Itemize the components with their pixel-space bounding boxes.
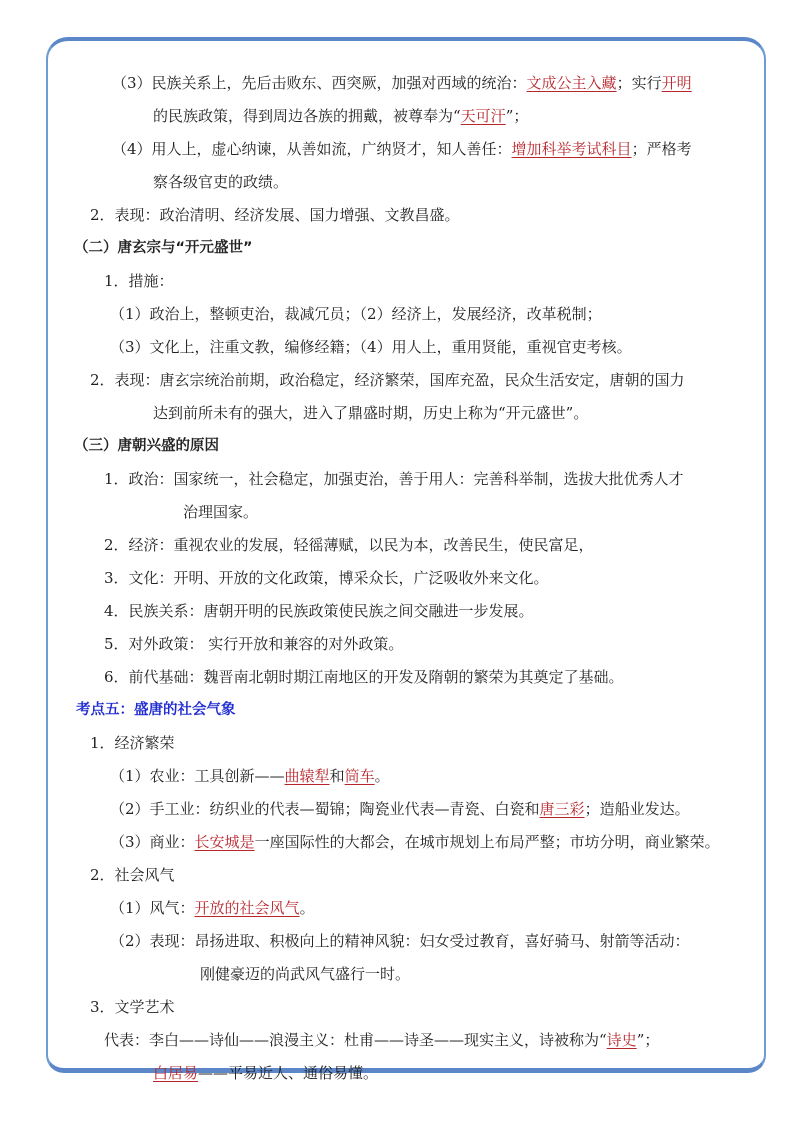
section-heading xyxy=(76,700,236,720)
text-span: 一座国际性的大都会，在城市规划上布局严整；市坊分明，商业繁荣。 xyxy=(254,833,720,851)
text-span: 治理国家。 xyxy=(183,503,259,521)
text-line xyxy=(153,1063,378,1083)
text-span: 。 xyxy=(299,899,315,917)
text-line xyxy=(110,304,602,324)
text-span: 刚健豪迈的尚武风气盛行一时。 xyxy=(200,965,411,983)
section-heading xyxy=(74,238,253,258)
underlined-keyword: 曲辕犁 xyxy=(284,767,330,785)
text-line xyxy=(153,403,588,423)
underlined-keyword: 筒车 xyxy=(344,767,375,785)
underlined-keyword: 开放的社会风气 xyxy=(194,899,300,917)
text-span: 1．经济繁荣 xyxy=(90,734,175,752)
text-span: 1．政治：国家统一，社会稳定，加强吏治，善于用人：完善科举制，选拔大批优秀人才 xyxy=(104,470,684,488)
underlined-keyword: 唐三彩 xyxy=(539,800,585,818)
text-span: （二）唐玄宗与“开元盛世” xyxy=(74,240,253,256)
text-line xyxy=(90,733,175,753)
text-line xyxy=(104,634,403,654)
text-line xyxy=(110,898,315,918)
underlined-keyword: 开明 xyxy=(661,74,692,92)
text-span: 考点五：盛唐的社会气象 xyxy=(76,702,236,718)
underlined-keyword: 增加科举考试科目 xyxy=(511,140,632,158)
text-span: （2）手工业：纺织业的代表—蜀锦；陶瓷业代表—青瓷、白瓷和 xyxy=(110,800,540,818)
text-line xyxy=(90,205,460,225)
text-span: ”； xyxy=(636,1031,660,1049)
text-line xyxy=(104,271,174,291)
text-span: 1．措施： xyxy=(104,272,174,290)
section-heading xyxy=(74,436,219,456)
text-line xyxy=(110,832,720,852)
text-span: 6．前代基础：魏晋南北朝时期江南地区的开发及隋朝的繁荣为其奠定了基础。 xyxy=(104,668,624,686)
text-span: 达到前所未有的强大，进入了鼎盛时期，历史上称为“开元盛世”。 xyxy=(153,404,589,422)
text-line xyxy=(90,370,685,390)
text-line xyxy=(153,172,288,192)
text-line xyxy=(90,865,175,885)
text-span: 的民族政策，得到周边各族的拥戴，被尊奉为“ xyxy=(153,107,461,125)
text-span: ；实行 xyxy=(616,74,662,92)
underlined-keyword: 长安城是 xyxy=(194,833,255,851)
text-span: 察各级官吏的政绩。 xyxy=(153,173,289,191)
text-span: 2．经济：重视农业的发展，轻徭薄赋，以民为本，改善民生，使民富足， xyxy=(104,536,594,554)
underlined-keyword: 文成公主入藏 xyxy=(526,74,617,92)
text-span: （3）民族关系上，先后击败东、西突厥，加强对西域的统治： xyxy=(112,74,527,92)
text-span: （4）用人上，虚心纳谏，从善如流，广纳贤才，知人善任： xyxy=(112,140,512,158)
text-span: 2．表现：唐玄宗统治前期，政治稳定，经济繁荣，国库充盈，民众生活安定，唐朝的国力 xyxy=(90,371,685,389)
text-line xyxy=(104,469,684,489)
text-line xyxy=(104,568,549,588)
text-span: 3．文化：开明、开放的文化政策，博采众长，广泛吸收外来文化。 xyxy=(104,569,549,587)
text-span: 5．对外政策： 实行开放和兼容的对外政策。 xyxy=(104,635,404,653)
text-span: 。 xyxy=(374,767,390,785)
text-span: ”； xyxy=(505,107,529,125)
text-span: 3．文学艺术 xyxy=(90,998,175,1016)
text-line xyxy=(110,766,390,786)
text-line xyxy=(104,601,534,621)
text-span: （1）农业：工具创新—— xyxy=(110,767,285,785)
text-line xyxy=(112,139,692,159)
text-line xyxy=(183,502,258,522)
text-span: 和 xyxy=(329,767,345,785)
text-line xyxy=(110,931,690,951)
underlined-keyword: 天可汗 xyxy=(460,107,506,125)
text-span: 2．表现：政治清明、经济发展、国力增强、文教昌盛。 xyxy=(90,206,460,224)
text-line xyxy=(110,799,690,819)
text-line xyxy=(110,337,632,357)
text-span: ；造船业发达。 xyxy=(584,800,690,818)
text-span: （1）政治上，整顿吏治，裁减冗员；（2）经济上，发展经济，改革税制； xyxy=(110,305,602,323)
text-line xyxy=(104,1030,659,1050)
underlined-keyword: 诗史 xyxy=(606,1031,637,1049)
text-line xyxy=(90,997,175,1017)
text-span: 2．社会风气 xyxy=(90,866,175,884)
text-line xyxy=(153,106,528,126)
text-span: （3）文化上，注重文教，编修经籍；（4）用人上，重用贤能，重视官吏考核。 xyxy=(110,338,632,356)
text-span: ；严格考 xyxy=(631,140,692,158)
text-span: ——平易近人、通俗易懂。 xyxy=(198,1064,379,1082)
text-span: 4．民族关系：唐朝开明的民族政策使民族之间交融进一步发展。 xyxy=(104,602,534,620)
text-span: （三）唐朝兴盛的原因 xyxy=(74,438,219,454)
text-line xyxy=(200,964,410,984)
text-span: （2）表现：昂扬进取、积极向上的精神风貌：妇女受过教育，喜好骑马、射箭等活动： xyxy=(110,932,690,950)
text-span: （1）风气： xyxy=(110,899,195,917)
text-line xyxy=(104,667,624,687)
text-span: （3）商业： xyxy=(110,833,195,851)
underlined-keyword: 白居易 xyxy=(153,1064,199,1082)
text-span: 代表：李白——诗仙——浪漫主义：杜甫——诗圣——现实主义，诗被称为“ xyxy=(104,1031,607,1049)
text-line xyxy=(112,73,692,93)
text-line xyxy=(104,535,594,555)
